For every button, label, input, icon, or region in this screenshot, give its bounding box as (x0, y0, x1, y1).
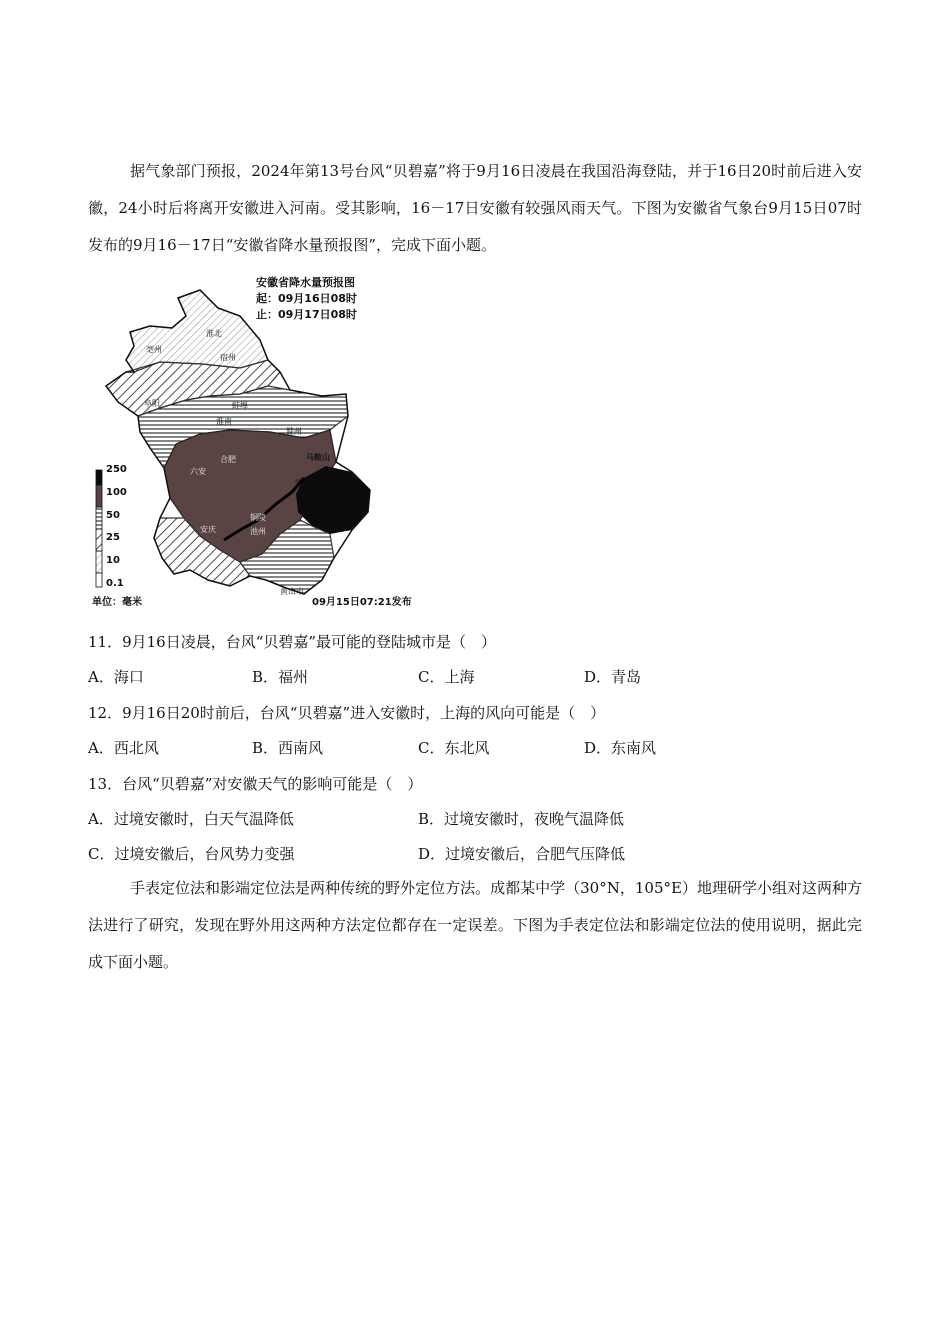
map-title: 安徽省降水量预报图 (256, 276, 355, 289)
city-label: 淮北 (206, 329, 222, 338)
legend-label: 0.1 (106, 578, 124, 589)
q13-option-a[interactable]: A．过境安徽时，白天气温降低 (88, 810, 294, 828)
legend-label: 100 (106, 487, 127, 498)
map-start-time: 起：09月16日08时 (256, 292, 357, 305)
q12-option-a[interactable]: A．西北风 (88, 739, 159, 757)
city-label: 合肥 (220, 455, 236, 464)
legend-label: 25 (106, 532, 120, 543)
intro-paragraph-typhoon: 据气象部门预报，2024年第13号台风“贝碧嘉”将于9月16日凌晨在我国沿海登陆，并于16日20时前后进入安徽，24小时后将离开安徽进入河南。受其影响，16－17日安徽有较强风雨天气。下图为安徽省气象台9月15日07时发布的9月16－17日“安徽省降水量预报图”，完成下面小题。 (88, 162, 862, 254)
question-12: 12．9月16日20时前后，台风“贝碧嘉”进入安徽时，上海的风向可能是（ ） (88, 704, 606, 722)
legend-label: 10 (106, 555, 120, 566)
q12-option-d[interactable]: D．东南风 (584, 739, 657, 757)
map-unit: 单位：毫米 (92, 597, 142, 608)
anhui-map-graphic (90, 268, 420, 610)
legend-label: 50 (106, 510, 120, 521)
city-label: 安庆 (200, 525, 216, 534)
city-label: 铜陵 (250, 513, 266, 522)
city-label: 蚌埠 (232, 401, 248, 410)
city-label: 淮南 (216, 417, 232, 426)
q12-option-b[interactable]: B．西南风 (252, 739, 324, 757)
q11-option-b[interactable]: B．福州 (252, 668, 309, 686)
q13-option-d[interactable]: D．过境安徽后，合肥气压降低 (418, 845, 626, 863)
q13-option-b[interactable]: B．过境安徽时，夜晚气温降低 (418, 810, 625, 828)
city-label: 池州 (250, 527, 266, 536)
map-end-time: 止：09月17日08时 (256, 308, 357, 321)
q12-option-c[interactable]: C．东北风 (418, 739, 490, 757)
question-13: 13．台风“贝碧嘉”对安徽天气的影响可能是（ ） (88, 775, 423, 793)
question-11: 11．9月16日凌晨，台风“贝碧嘉”最可能的登陆城市是（ ） (88, 633, 497, 651)
city-label: 宿州 (220, 353, 236, 362)
q13-option-c[interactable]: C．过境安徽后，台风势力变强 (88, 845, 295, 863)
city-label: 芜湖 (294, 479, 310, 488)
city-label: 马鞍山 (306, 453, 330, 462)
map-issued-time: 09月15日07:21发布 (312, 597, 412, 608)
city-label: 黄山市 (280, 587, 304, 596)
legend-label: 250 (106, 464, 127, 475)
city-label: 阜阳 (144, 399, 160, 408)
intro-paragraph-positioning: 手表定位法和影端定位法是两种传统的野外定位方法。成都某中学（30°N，105°E）地理研学小组对这两种方法进行了研究，发现在野外用这两种方法定位都存在一定误差。下图为手表定位法和影端定位法的使用说明，据此完成下面小题。 (88, 879, 862, 971)
q11-option-d[interactable]: D．青岛 (584, 668, 642, 686)
city-label: 六安 (190, 467, 206, 476)
city-label: 亳州 (146, 345, 162, 354)
q11-option-c[interactable]: C．上海 (418, 668, 475, 686)
city-label: 滁州 (286, 427, 302, 436)
q11-option-a[interactable]: A．海口 (88, 668, 144, 686)
precipitation-forecast-map (90, 268, 420, 610)
